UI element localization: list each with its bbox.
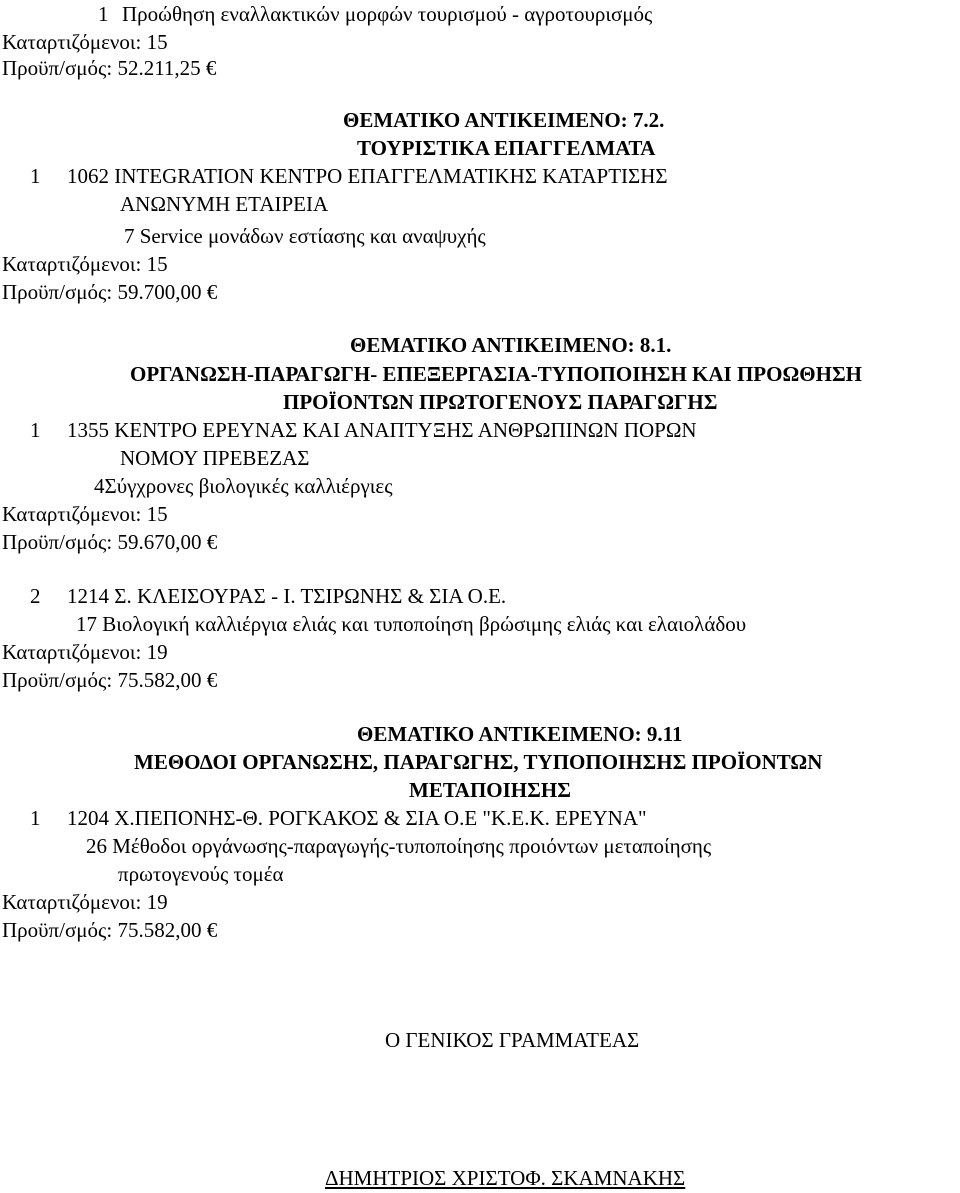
section-9-11-provider-line1: 1204 Χ.ΠΕΠΟΝΗΣ-Θ. ΡΟΓΚΑΚΟΣ & ΣΙΑ Ο.Ε "Κ.Ε.Κ. ΕΡΕΥΝΑ" xyxy=(67,806,647,830)
section-8-1-entry1-budget: Προϋπ/σμός: 59.670,00 € xyxy=(2,530,218,554)
section-9-11-trainees: Καταρτιζόμενοι: 19 xyxy=(2,890,168,914)
section-7-2-provider-line2: ΑΝΩΝΥΜΗ ΕΤΑΙΡΕΙΑ xyxy=(120,192,329,216)
section-7-2-budget: Προϋπ/σμός: 59.700,00 € xyxy=(2,280,218,304)
section-9-11-subtitle-line1: ΜΕΘΟΔΟΙ ΟΡΓΑΝΩΣΗΣ, ΠΑΡΑΓΩΓΗΣ, ΤΥΠΟΠΟΙΗΣΗΣ ΠΡΟΪΟΝΤΩΝ xyxy=(134,750,823,774)
section-8-1-entry2-trainees: Καταρτιζόμενοι: 19 xyxy=(2,640,168,664)
section-9-11-program-line2: πρωτογενούς τομέα xyxy=(118,862,284,886)
section-7-2-entry-number: 1 xyxy=(30,164,41,188)
section-8-1-entry1-trainees: Καταρτιζόμενοι: 15 xyxy=(2,502,168,526)
section-7-2-subtitle: ΤΟΥΡΙΣΤΙΚΑ ΕΠΑΓΓΕΛΜΑΤΑ xyxy=(357,136,656,160)
intro-item-number: 1 xyxy=(98,2,109,26)
section-8-1-entry2-provider-line1: 1214 Σ. ΚΛΕΙΣΟΥΡΑΣ - Ι. ΤΣΙΡΩΝΗΣ & ΣΙΑ Ο.Ε. xyxy=(67,584,507,608)
section-8-1-entry1-program: 4Σύγχρονες βιολογικές καλλιέργιες xyxy=(94,474,393,498)
signature-role: Ο ΓΕΝΙΚΟΣ ΓΡΑΜΜΑΤΕΑΣ xyxy=(385,1028,640,1052)
section-7-2-provider-line1: 1062 INTEGRATION ΚΕΝΤΡΟ ΕΠΑΓΓΕΛΜΑΤΙΚΗΣ ΚΑΤΑΡΤΙΣΗΣ xyxy=(67,164,668,188)
section-8-1-subtitle-line1: ΟΡΓΑΝΩΣΗ-ΠΑΡΑΓΩΓΗ- ΕΠΕΞΕΡΓΑΣΙΑ-ΤΥΠΟΠΟΙΗΣΗ ΚΑΙ ΠΡΟΩΘΗΣΗ xyxy=(130,362,863,386)
section-9-11-subtitle-line2: ΜΕΤΑΠΟΙΗΣΗΣ xyxy=(409,778,571,802)
intro-trainees: Καταρτιζόμενοι: 15 xyxy=(2,30,168,54)
section-8-1-heading: ΘΕΜΑΤΙΚΟ ΑΝΤΙΚΕΙΜΕΝΟ: 8.1. xyxy=(350,333,672,357)
section-7-2-program: 7 Service μονάδων εστίασης και αναψυχής xyxy=(124,224,486,248)
section-8-1-subtitle-line2: ΠΡΟΪΟΝΤΩΝ ΠΡΩΤΟΓΕΝΟΥΣ ΠΑΡΑΓΩΓΗΣ xyxy=(283,390,718,414)
section-9-11-budget: Προϋπ/σμός: 75.582,00 € xyxy=(2,918,218,942)
intro-program-title: Προώθηση εναλλακτικών μορφών τουρισμού - αγροτουρισμός xyxy=(122,2,653,26)
section-8-1-entry2-program: 17 Βιολογική καλλιέργια ελιάς και τυποποίηση βρώσιμης ελιάς και ελαιολάδου xyxy=(76,612,747,636)
section-8-1-entry2-budget: Προϋπ/σμός: 75.582,00 € xyxy=(2,668,218,692)
section-8-1-entry2-number: 2 xyxy=(30,584,41,608)
section-9-11-program-line1: 26 Μέθοδοι οργάνωσης-παραγωγής-τυποποίησης προιόντων μεταποίησης xyxy=(86,834,712,858)
signature-name: ΔΗΜΗΤΡΙΟΣ ΧΡΙΣΤΟΦ. ΣΚΑΜΝΑΚΗΣ xyxy=(325,1166,686,1190)
section-9-11-entry-number: 1 xyxy=(30,806,41,830)
intro-budget: Προϋπ/σμός: 52.211,25 € xyxy=(2,56,217,80)
section-8-1-entry1-number: 1 xyxy=(30,418,41,442)
section-9-11-heading: ΘΕΜΑΤΙΚΟ ΑΝΤΙΚΕΙΜΕΝΟ: 9.11 xyxy=(357,722,683,746)
section-7-2-trainees: Καταρτιζόμενοι: 15 xyxy=(2,252,168,276)
section-8-1-entry1-provider-line1: 1355 ΚΕΝΤΡΟ ΕΡΕΥΝΑΣ ΚΑΙ ΑΝΑΠΤΥΞΗΣ ΑΝΘΡΩΠΙΝΩΝ ΠΟΡΩΝ xyxy=(67,418,697,442)
section-7-2-heading: ΘΕΜΑΤΙΚΟ ΑΝΤΙΚΕΙΜΕΝΟ: 7.2. xyxy=(343,108,665,132)
section-8-1-entry1-provider-line2: ΝΟΜΟΥ ΠΡΕΒΕΖΑΣ xyxy=(120,446,310,470)
